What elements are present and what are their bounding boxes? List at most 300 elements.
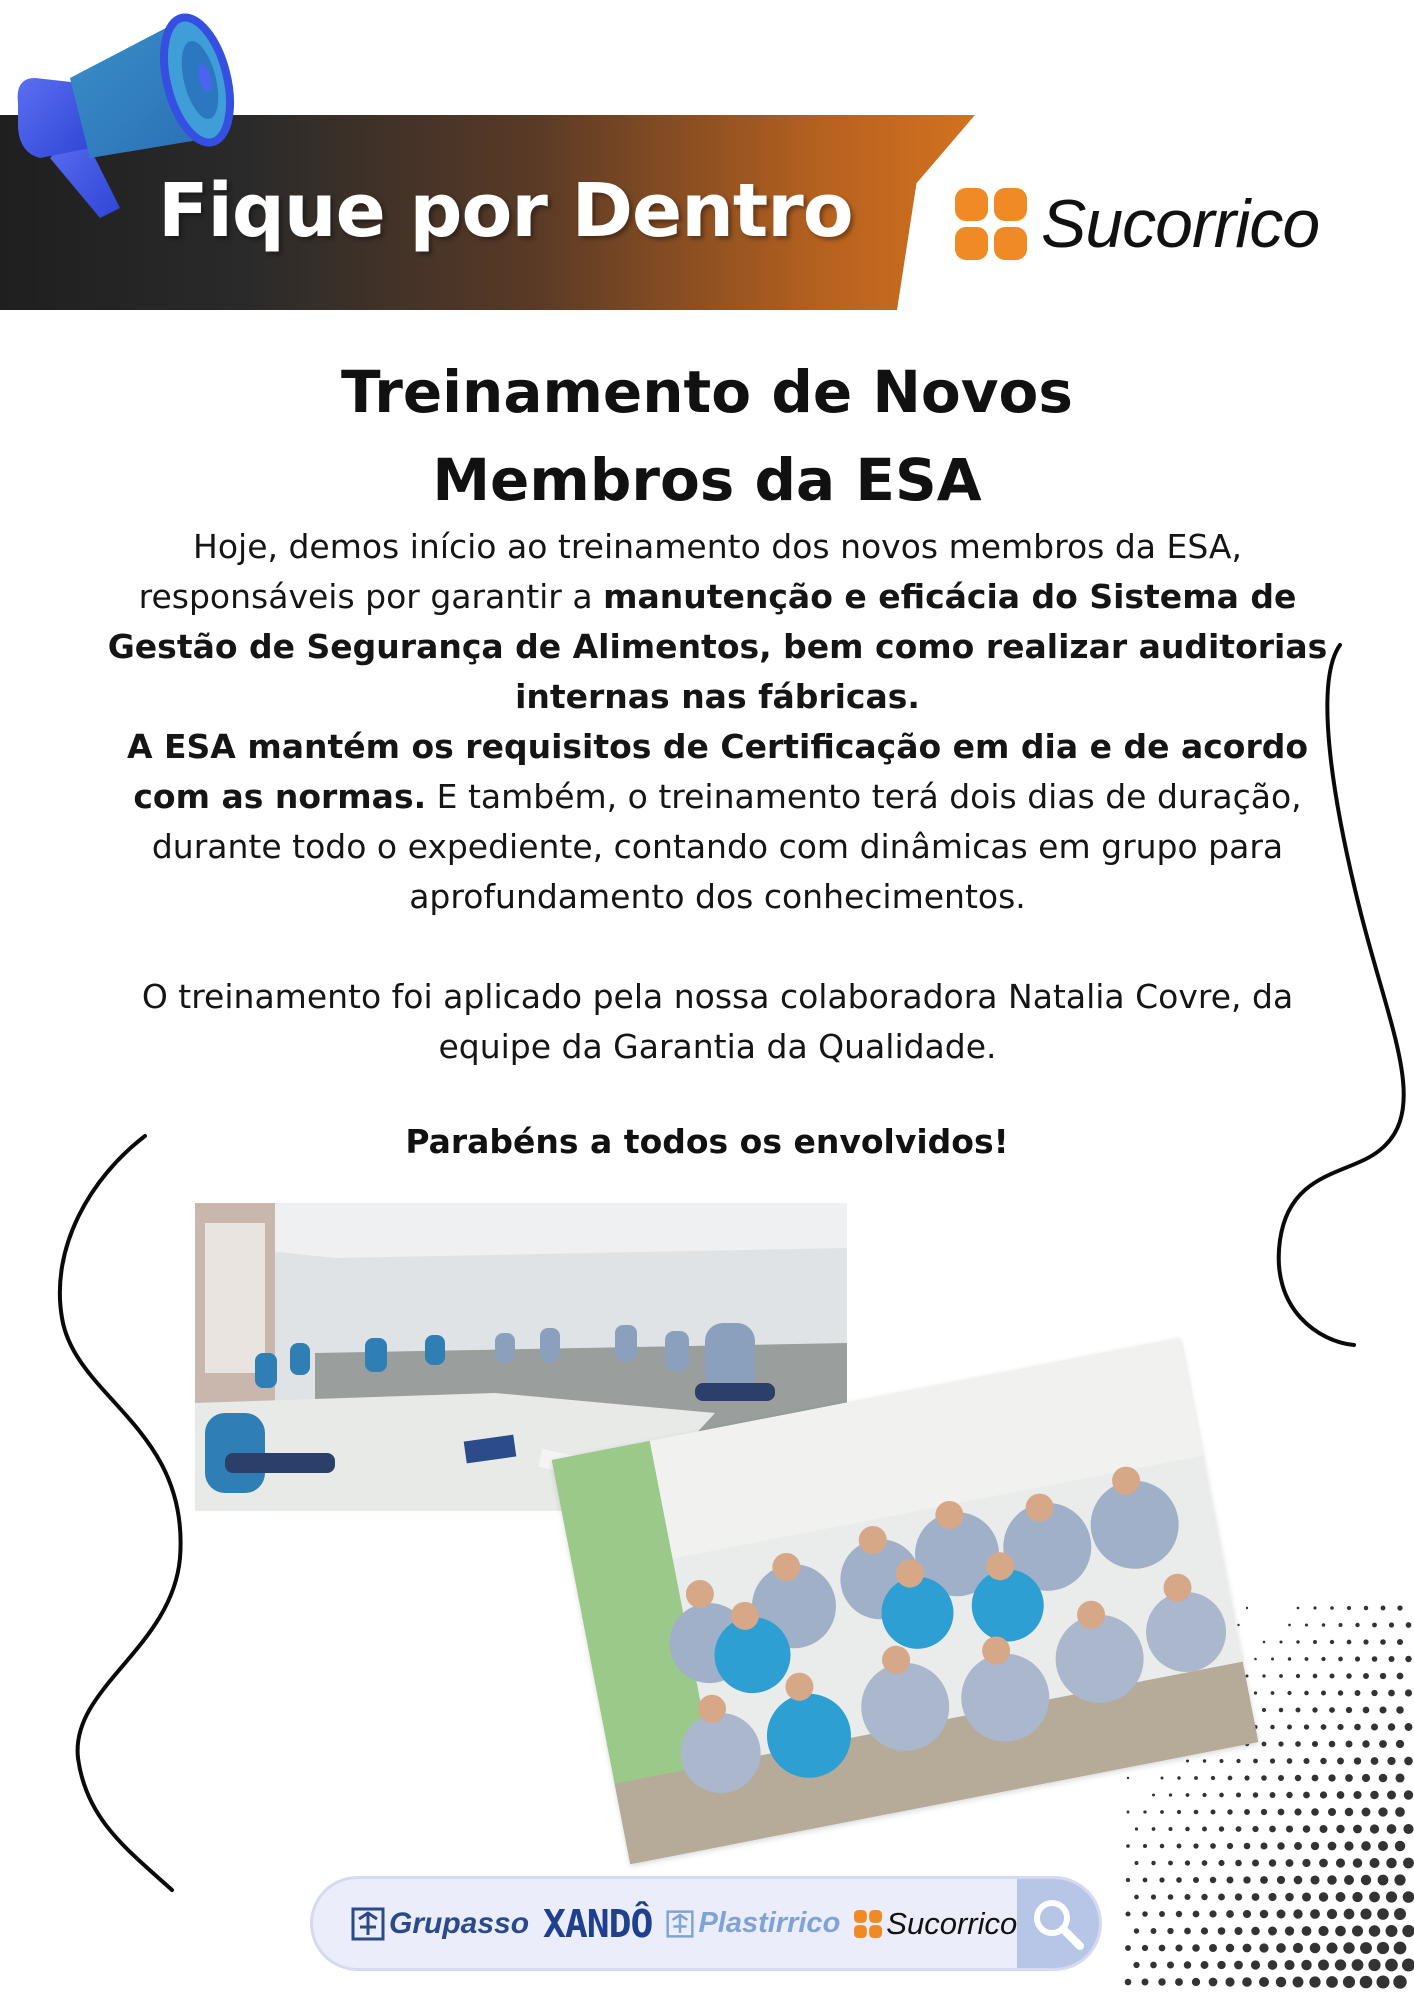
halftone-dot <box>1362 1774 1370 1782</box>
halftone-dot <box>1176 1911 1182 1917</box>
halftone-dot <box>1305 1623 1308 1626</box>
grupasso-name: Grupasso <box>389 1906 530 1940</box>
halftone-dot <box>1328 1808 1336 1816</box>
halftone-dot <box>1210 1843 1216 1849</box>
halftone-dot <box>1322 1623 1326 1627</box>
halftone-dot <box>1394 1908 1406 1920</box>
halftone-dot <box>1294 1808 1301 1815</box>
halftone-dot <box>1363 1639 1368 1644</box>
halftone-dot <box>1352 1925 1363 1936</box>
halftone-dot <box>1352 1892 1362 1902</box>
halftone-dot <box>1389 1622 1394 1627</box>
halftone-dot <box>1237 1624 1239 1626</box>
halftone-dot <box>1344 1841 1353 1850</box>
halftone-dot <box>1235 1860 1242 1867</box>
halftone-dot <box>1345 1774 1353 1782</box>
halftone-dot <box>1294 1842 1302 1850</box>
halftone-dot <box>1395 1807 1405 1817</box>
halftone-dot <box>1327 1943 1338 1954</box>
halftone-dot <box>1159 1911 1165 1917</box>
halftone-dot <box>1244 1843 1251 1850</box>
paragraph-intro-bold: manutenção e eficácia do Sistema de Gestão de Segurança de Alimentos, bem como realizar auditorias internas nas fábricas. <box>107 577 1328 716</box>
halftone-dot <box>1402 1925 1414 1937</box>
halftone-dot <box>1386 1925 1398 1937</box>
halftone-dot <box>1127 1777 1129 1779</box>
halftone-dot <box>1328 1774 1335 1781</box>
halftone-dot <box>1226 1944 1234 1952</box>
halftone-dot <box>1394 1942 1407 1955</box>
halftone-dot <box>1201 1894 1207 1900</box>
halftone-dot <box>1177 1810 1181 1814</box>
article-title-line1: Treinamento de Novos <box>341 358 1073 426</box>
halftone-dot <box>1313 1640 1317 1644</box>
halftone-dot <box>1302 1859 1310 1867</box>
halftone-dot <box>1203 1759 1206 1762</box>
halftone-dot <box>1262 1674 1265 1677</box>
halftone-dot <box>1217 1961 1225 1969</box>
halftone-dot <box>1220 1759 1224 1763</box>
halftone-dot <box>1404 1790 1413 1799</box>
halftone-dot <box>1243 1910 1251 1918</box>
halftone-dot <box>1176 1877 1182 1883</box>
halftone-dot <box>1335 1926 1346 1937</box>
halftone-dot <box>1369 1925 1380 1936</box>
article-title <box>0 348 1414 524</box>
halftone-dot <box>1209 1944 1217 1952</box>
halftone-dot <box>1259 1977 1269 1987</box>
halftone-dot <box>1380 1673 1386 1679</box>
halftone-dot <box>1321 1657 1325 1661</box>
halftone-dot <box>1169 1793 1172 1796</box>
halftone-dot <box>1268 1927 1277 1936</box>
halftone-dot <box>1319 1892 1328 1901</box>
halftone-dot <box>1380 1639 1386 1645</box>
halftone-dot <box>1379 1706 1386 1713</box>
halftone-dot <box>1235 1893 1242 1900</box>
halftone-dot <box>1253 1792 1259 1798</box>
halftone-dot <box>1397 1605 1402 1610</box>
halftone-dot <box>1379 1774 1388 1783</box>
halftone-dot <box>1287 1725 1292 1730</box>
halftone-dot <box>1158 1978 1165 1985</box>
halftone-dot <box>1193 1843 1198 1848</box>
halftone-dot <box>1142 1945 1148 1951</box>
halftone-dot <box>1355 1623 1359 1627</box>
halftone-dot <box>1151 1928 1157 1934</box>
halftone-dot <box>1168 1894 1174 1900</box>
halftone-dot <box>1403 1858 1414 1869</box>
halftone-dot <box>1193 1911 1200 1918</box>
congratulations-text: Parabéns a todos os envolvidos! <box>405 1122 1009 1161</box>
halftone-dot <box>1276 1977 1286 1987</box>
halftone-dot <box>1397 1639 1403 1645</box>
halftone-dot <box>1402 1958 1414 1971</box>
halftone-dot <box>1335 1959 1346 1970</box>
halftone-dot <box>1293 1909 1302 1918</box>
halftone-dot <box>1152 1794 1155 1797</box>
halftone-dot <box>1202 1793 1206 1797</box>
halftone-dot <box>1297 1607 1300 1610</box>
halftone-dot <box>1151 1894 1156 1899</box>
halftone-dot <box>1355 1656 1360 1661</box>
halftone-dot <box>1344 1909 1355 1920</box>
halftone-dot <box>1395 1773 1404 1782</box>
halftone-dot <box>1234 1927 1242 1935</box>
halftone-dot <box>1288 1624 1291 1627</box>
halftone-dot <box>1194 1776 1198 1780</box>
halftone-dot <box>1186 1759 1189 1762</box>
halftone-dot <box>1387 1791 1396 1800</box>
halftone-dot <box>1209 1910 1216 1917</box>
halftone-dot <box>1202 1827 1207 1832</box>
halftone-dot <box>1389 1656 1395 1662</box>
halftone-dot <box>1369 1892 1380 1903</box>
halftone-dot <box>1396 1740 1404 1748</box>
halftone-dot <box>1337 1724 1343 1730</box>
footer-brands-bar <box>310 1876 1102 1971</box>
halftone-dot <box>1361 1841 1371 1851</box>
halftone-dot <box>1218 1894 1225 1901</box>
halftone-dot <box>1244 1775 1249 1780</box>
halftone-dot <box>1184 1961 1192 1969</box>
halftone-dot <box>1354 1757 1361 1764</box>
halftone-dot <box>1363 1707 1370 1714</box>
brand-name: Sucorrico <box>1041 186 1320 262</box>
halftone-dot <box>1246 1675 1249 1678</box>
halftone-dot <box>1133 1962 1139 1968</box>
halftone-dot <box>1313 1674 1318 1679</box>
halftone-dot <box>1126 1844 1130 1848</box>
halftone-dot <box>1343 1976 1355 1988</box>
halftone-dot <box>1312 1707 1317 1712</box>
paragraph-certification <box>100 722 1335 922</box>
halftone-dot <box>1168 1827 1172 1831</box>
halftone-dot <box>1361 1875 1371 1885</box>
halftone-dot <box>1395 1841 1406 1852</box>
halftone-dot <box>1378 1875 1389 1886</box>
halftone-dot <box>1302 1892 1311 1901</box>
halftone-dot <box>1326 1976 1338 1988</box>
halftone-dot <box>1296 1640 1299 1643</box>
halftone-dot <box>1184 1894 1190 1900</box>
halftone-dot <box>1279 1674 1283 1678</box>
halftone-dot <box>1286 1859 1294 1867</box>
halftone-dot <box>1202 1860 1208 1866</box>
halftone-dot <box>1353 1858 1363 1868</box>
halftone-dot <box>1309 1976 1320 1987</box>
halftone-dot <box>1336 1825 1344 1833</box>
decorative-curve-left <box>50 1128 200 1898</box>
halftone-dot <box>1387 1824 1397 1834</box>
halftone-dot <box>1285 1926 1294 1935</box>
halftone-dot <box>1378 1807 1387 1816</box>
halftone-dot <box>1254 1691 1257 1694</box>
halftone-dot <box>1330 1606 1334 1610</box>
halftone-dot <box>1387 1757 1395 1765</box>
halftone-dot <box>1313 1606 1316 1609</box>
halftone-dot <box>1305 1657 1309 1661</box>
halftone-dot <box>1263 1641 1266 1644</box>
halftone-dot <box>1210 1877 1217 1884</box>
halftone-dot <box>1185 1860 1190 1865</box>
halftone-dot <box>1268 1893 1276 1901</box>
halftone-dot <box>1127 1811 1130 1814</box>
halftone-dot <box>1211 1776 1215 1780</box>
halftone-dot <box>1385 1959 1398 1972</box>
halftone-dot <box>1185 1827 1190 1832</box>
halftone-dot <box>1159 1877 1164 1882</box>
search-button[interactable] <box>1017 1879 1099 1968</box>
halftone-dot <box>1379 1740 1387 1748</box>
halftone-dot <box>1371 1757 1379 1765</box>
halftone-dot <box>1304 1691 1309 1696</box>
halftone-dot <box>1371 1723 1378 1730</box>
halftone-dot <box>1246 1607 1248 1609</box>
halftone-dot <box>1244 1809 1250 1815</box>
halftone-dot <box>1328 1842 1337 1851</box>
grupasso-logo <box>351 1907 529 1941</box>
halftone-dot <box>1397 1673 1404 1680</box>
halftone-dot <box>1125 1945 1131 1951</box>
halftone-dot <box>1338 1657 1343 1662</box>
halftone-dot <box>1293 1943 1303 1953</box>
halftone-dot <box>1381 1606 1386 1611</box>
halftone-dot <box>1346 1707 1352 1713</box>
halftone-dot <box>1406 1622 1412 1628</box>
halftone-dot <box>1252 1860 1259 1867</box>
halftone-dot <box>1288 1657 1291 1660</box>
halftone-dot <box>1296 1708 1301 1713</box>
halftone-dot <box>1386 1891 1397 1902</box>
halftone-dot <box>1355 1690 1361 1696</box>
halftone-dot <box>1201 1927 1208 1934</box>
halftone-dot <box>1226 1910 1234 1918</box>
halftone-dot <box>1377 1942 1389 1954</box>
halftone-dot <box>1296 1674 1300 1678</box>
halftone-dot <box>1310 1943 1321 1954</box>
halftone-dot <box>1236 1759 1240 1763</box>
halftone-dot <box>1377 1908 1389 1920</box>
halftone-dot <box>1134 1895 1139 1900</box>
halftone-dot <box>1336 1858 1345 1867</box>
halftone-dot <box>1310 1875 1319 1884</box>
halftone-dot <box>1151 1861 1155 1865</box>
halftone-dot <box>1303 1758 1309 1764</box>
halftone-dot <box>1295 1775 1301 1781</box>
halftone-dot <box>1403 1891 1414 1903</box>
halftone-dot <box>1186 1793 1190 1797</box>
halftone-dot <box>1405 1689 1412 1696</box>
halftone-dot <box>1160 1810 1164 1814</box>
halftone-dot <box>1260 1842 1267 1849</box>
halftone-dot <box>1254 1658 1257 1661</box>
halftone-dot <box>1368 1959 1380 1971</box>
halftone-dot <box>1343 1942 1354 1953</box>
halftone-dot <box>1278 1741 1283 1746</box>
halftone-dot <box>1329 1741 1336 1748</box>
halftone-dot <box>1347 1640 1352 1645</box>
halftone-dot <box>1227 1843 1233 1849</box>
halftone-dot <box>1269 1826 1276 1833</box>
halftone-dot <box>1286 1825 1293 1832</box>
paragraph-intro <box>100 522 1335 722</box>
halftone-dot <box>1168 1861 1173 1866</box>
paragraph-certification-text: E também, o treinamento terá dois dias de duração, durante todo o expediente, contando com dinâmicas em grupo para aprofundamento dos conhecimentos. <box>151 777 1302 916</box>
paragraph-certification-bold: A ESA mantém os requisitos de Certificação em dia e de acordo com as normas. <box>126 727 1309 816</box>
halftone-dot <box>1227 1809 1232 1814</box>
halftone-dot <box>1279 1640 1282 1643</box>
halftone-dot <box>1352 1959 1364 1971</box>
halftone-dot <box>1327 1909 1337 1919</box>
halftone-dot <box>1346 1741 1353 1748</box>
halftone-dot <box>1262 1742 1267 1747</box>
halftone-dot <box>1337 1791 1345 1799</box>
plastirrico-emblem-icon <box>666 1910 694 1938</box>
halftone-dot <box>1253 1759 1258 1764</box>
halftone-dot <box>1142 1911 1148 1917</box>
halftone-dot <box>1360 1976 1373 1989</box>
halftone-dot <box>1192 1978 1200 1986</box>
halftone-dot <box>1372 1656 1378 1662</box>
halftone-dot <box>1404 1757 1413 1766</box>
halftone-dot <box>1371 1690 1377 1696</box>
halftone-dot <box>1393 1975 1406 1988</box>
halftone-dot <box>1337 1758 1344 1765</box>
halftone-dot <box>1167 1961 1174 1968</box>
halftone-dot <box>1268 1960 1278 1970</box>
brand-logo <box>955 185 1319 263</box>
halftone-dot <box>1177 1776 1180 1779</box>
halftone-dot <box>1301 1960 1312 1971</box>
halftone-dot <box>1252 1893 1260 1901</box>
halftone-dot <box>1278 1809 1285 1816</box>
halftone-dot <box>1236 1826 1242 1832</box>
footer-logos <box>313 1902 1017 1946</box>
plastirrico-name: Plastirrico <box>698 1907 841 1939</box>
banner-title: Fique por Dentro <box>158 168 853 254</box>
halftone-dot <box>1135 1861 1139 1865</box>
halftone-dot <box>1184 1928 1191 1935</box>
halftone-dot <box>1271 1691 1275 1695</box>
halftone-dot <box>1330 1640 1334 1644</box>
halftone-dot <box>1295 1741 1301 1747</box>
halftone-dot <box>1243 1876 1250 1883</box>
halftone-dot <box>1260 1876 1268 1884</box>
halftone-dot <box>1269 1859 1276 1866</box>
halftone-dot <box>1311 1808 1319 1816</box>
xando-logo: XANDÔ <box>543 1901 653 1946</box>
halftone-dot <box>1312 1741 1318 1747</box>
search-icon <box>1030 1896 1086 1952</box>
halftone-dot <box>1159 1945 1166 1952</box>
halftone-dot <box>1175 1978 1183 1986</box>
halftone-dot <box>1376 1975 1389 1988</box>
sucorrico-footer-logo <box>854 1906 1017 1942</box>
halftone-dot <box>1345 1808 1353 1816</box>
halftone-dot <box>1277 1842 1284 1849</box>
halftone-dot <box>1228 1776 1233 1781</box>
halftone-dot <box>1219 1826 1224 1831</box>
halftone-dot <box>1261 1775 1267 1781</box>
halftone-dot <box>1177 1844 1182 1849</box>
grupasso-emblem-icon <box>351 1907 385 1941</box>
halftone-dot <box>1347 1606 1351 1610</box>
halftone-dot <box>1167 1928 1173 1934</box>
halftone-dot <box>1386 1858 1396 1868</box>
halftone-dot <box>1312 1775 1319 1782</box>
halftone-dot <box>1270 1725 1274 1729</box>
article-title-line2: Membros da ESA <box>432 446 982 514</box>
halftone-dot <box>1388 1690 1395 1697</box>
halftone-dot <box>1304 1724 1309 1729</box>
halftone-dot <box>1394 1874 1405 1885</box>
halftone-dot <box>1318 1926 1328 1936</box>
halftone-dot <box>1321 1724 1327 1730</box>
halftone-dot <box>1251 1927 1259 1935</box>
halftone-dot <box>1270 1758 1275 1763</box>
halftone-dot <box>1279 1708 1284 1713</box>
halftone-dot <box>1320 1791 1327 1798</box>
halftone-dot <box>1405 1656 1411 1662</box>
halftone-dot <box>1338 1690 1343 1695</box>
halftone-dot <box>1319 1859 1328 1868</box>
plastirrico-logo <box>666 1907 840 1940</box>
halftone-dot <box>1354 1724 1361 1731</box>
halftone-dot <box>1242 1977 1252 1987</box>
halftone-dot <box>1277 1910 1286 1919</box>
halftone-dot <box>1360 1908 1371 1919</box>
halftone-dot <box>1360 1942 1372 1954</box>
halftone-dot <box>1126 1878 1130 1882</box>
halftone-dot <box>1236 1792 1241 1797</box>
halftone-dot <box>1243 1944 1252 1953</box>
halftone-dot <box>1218 1927 1226 1935</box>
halftone-dot <box>1251 1960 1260 1969</box>
halftone-dot <box>1294 1876 1303 1885</box>
halftone-dot <box>1320 1758 1327 1765</box>
halftone-dot <box>1403 1824 1413 1834</box>
halftone-dot <box>1276 1943 1286 1953</box>
halftone-dot <box>1175 1944 1182 1951</box>
halftone-dot <box>1372 1623 1377 1628</box>
halftone-dot <box>1346 1673 1352 1679</box>
halftone-dot <box>1285 1893 1294 1902</box>
halftone-dot <box>1303 1792 1310 1799</box>
halftone-dot <box>1329 1673 1334 1678</box>
halftone-dot <box>1284 1960 1294 1970</box>
halftone-dot <box>1252 1826 1258 1832</box>
halftone-dot <box>1143 1878 1148 1883</box>
halftone-dot <box>1303 1825 1311 1833</box>
halftone-dot <box>1218 1860 1224 1866</box>
halftone-dot <box>1194 1810 1199 1815</box>
halftone-dot <box>1150 1962 1157 1969</box>
halftone-dot <box>1344 1875 1354 1885</box>
halftone-dot <box>1161 1777 1164 1780</box>
halftone-dot <box>1311 1842 1319 1850</box>
sucorrico-logo-icon <box>955 188 1027 260</box>
halftone-dot <box>1160 1844 1164 1848</box>
halftone-dot <box>1209 1978 1218 1987</box>
halftone-dot <box>1318 1960 1329 1971</box>
halftone-dot <box>1227 1877 1234 1884</box>
halftone-dot <box>1370 1824 1379 1833</box>
halftone-dot <box>1135 1827 1138 1830</box>
halftone-dot <box>1278 1775 1284 1781</box>
halftone-dot <box>1201 1961 1209 1969</box>
halftone-dot <box>1125 1979 1132 1986</box>
halftone-dot <box>1353 1791 1361 1799</box>
